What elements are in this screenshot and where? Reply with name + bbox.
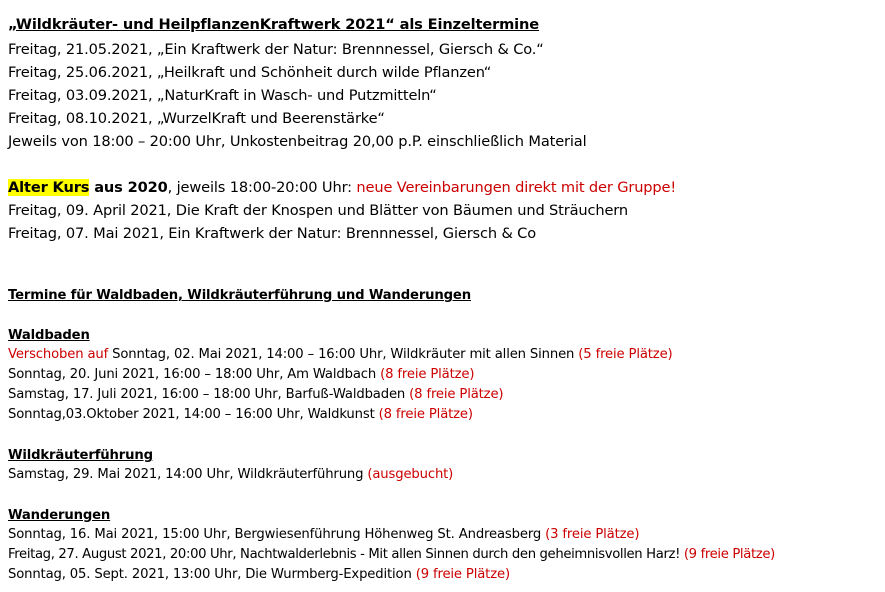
availability-status: (ausgebucht): [367, 467, 454, 482]
wanderung-entry-3: [8, 567, 510, 582]
wanderung-entry-1: [8, 527, 639, 542]
postponed-label: Verschoben auf: [8, 347, 109, 362]
availability-status: (9 freie Plätze): [415, 567, 510, 582]
event-line-2: Freitag, 25.06.2021, „Heilkraft und Schönheit durch wilde Pflanzen“: [8, 64, 492, 81]
event-line-4: Freitag, 08.10.2021, „WurzelKraft und Beerenstärke“: [8, 110, 385, 127]
entry-text: Sonntag, 05. Sept. 2021, 13:00 Uhr, Die Wurmberg-Expedition: [8, 567, 416, 582]
waldbaden-entry-1: [8, 347, 673, 362]
waldbaden-entry-4: [8, 407, 473, 422]
entry-text: Sonntag, 02. Mai 2021, 14:00 – 16:00 Uhr, Wildkräuter mit allen Sinnen: [108, 347, 579, 362]
waldbaden-entry-3: [8, 387, 503, 402]
fuehrung-entry-1: [8, 467, 453, 482]
old-course-date-2: Freitag, 07. Mai 2021, Ein Kraftwerk der Natur: Brennnessel, Giersch & Co: [8, 225, 536, 242]
event-time-cost-line: Jeweils von 18:00 – 20:00 Uhr, Unkostenbeitrag 20,00 p.P. einschließlich Material: [8, 133, 587, 150]
availability-status: (3 freie Plätze): [545, 527, 640, 542]
old-course-line: [8, 179, 676, 196]
old-course-time: , jeweils 18:00-20:00 Uhr:: [167, 179, 357, 196]
event-line-3: Freitag, 03.09.2021, „NaturKraft in Wasch- und Putzmitteln“: [8, 87, 437, 104]
entry-text: Sonntag, 20. Juni 2021, 16:00 – 18:00 Uhr, Am Waldbach: [8, 367, 381, 382]
activities-heading: Termine für Waldbaden, Wildkräuterführung und Wanderungen: [8, 288, 471, 303]
availability-status: (8 freie Plätze): [409, 387, 504, 402]
old-course-note: neue Vereinbarungen direkt mit der Gruppe!: [356, 179, 677, 196]
entry-text: Sonntag,03.Oktober 2021, 14:00 – 16:00 Uhr, Waldkunst: [8, 407, 379, 422]
event-line-1: Freitag, 21.05.2021, „Ein Kraftwerk der Natur: Brennnessel, Giersch & Co.“: [8, 41, 544, 58]
availability-status: (9 freie Plätze): [683, 547, 775, 562]
availability-status: (8 freie Plätze): [380, 367, 475, 382]
entry-text: Samstag, 29. Mai 2021, 14:00 Uhr, Wildkräuterführung: [8, 467, 368, 482]
entry-text: Samstag, 17. Juli 2021, 16:00 – 18:00 Uhr, Barfuß-Waldbaden: [8, 387, 410, 402]
old-course-highlight: Alter Kurs: [8, 179, 90, 196]
old-course-date-1: Freitag, 09. April 2021, Die Kraft der Knospen und Blätter von Bäumen und Sträuchern: [8, 202, 628, 219]
old-course-year: aus 2020: [89, 179, 168, 196]
waldbaden-title: Waldbaden: [8, 328, 90, 343]
wanderungen-title: Wanderungen: [8, 508, 111, 523]
entry-text: Sonntag, 16. Mai 2021, 15:00 Uhr, Bergwiesenführung Höhenweg St. Andreasberg: [8, 527, 546, 542]
entry-text: Freitag, 27. August 2021, 20:00 Uhr, Nachtwalderlebnis - Mit allen Sinnen durch den geheimnisvollen Harz!: [8, 547, 684, 562]
availability-status: (8 freie Plätze): [378, 407, 473, 422]
series-heading: „Wildkräuter- und HeilpflanzenKraftwerk 2021“ als Einzeltermine: [8, 16, 540, 33]
availability-status: (5 freie Plätze): [578, 347, 673, 362]
waldbaden-entry-2: [8, 367, 474, 382]
wanderung-entry-2: [8, 547, 775, 562]
fuehrung-title: Wildkräuterführung: [8, 448, 153, 463]
